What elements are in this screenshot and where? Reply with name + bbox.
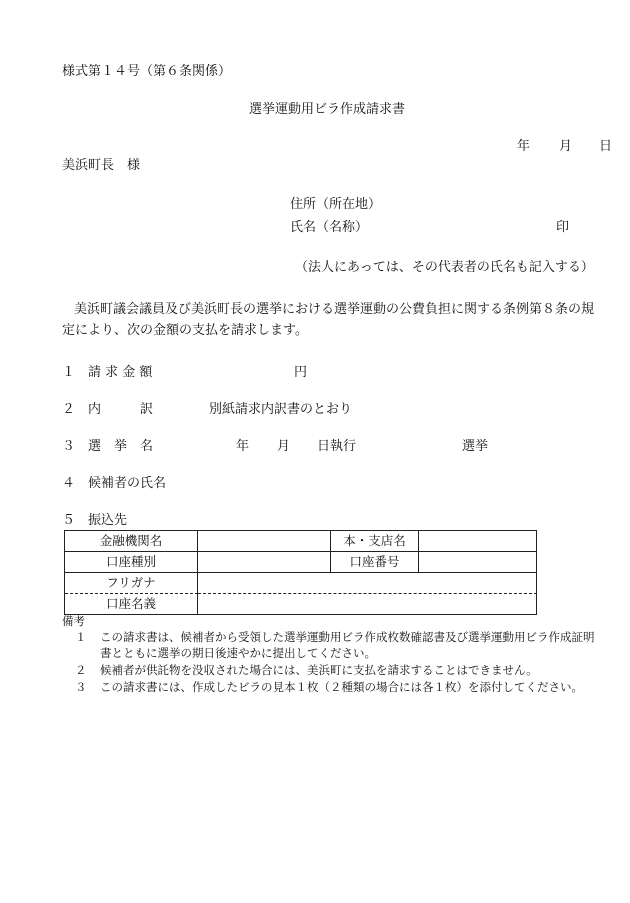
remark-3-number: ３	[75, 680, 87, 694]
table-row	[65, 573, 537, 594]
bank-name-label: 金融機関名	[65, 531, 198, 552]
election-month: 月	[277, 439, 291, 454]
item-amount-label: 請 求 金 額	[88, 365, 153, 380]
account-holder-value	[198, 594, 537, 615]
remark-1-line1: この請求書は、候補者から受領した選挙運動用ビラ作成枚数確認書及び選挙運動用ビラ作成証明	[100, 630, 595, 644]
table-row	[65, 531, 537, 552]
addressee: 美浜町長 様	[62, 158, 141, 173]
item-amount-number: １	[62, 365, 76, 380]
date-year: 年	[517, 139, 531, 154]
item-transfer-label: 振込先	[88, 513, 128, 528]
account-holder-label: 口座名義	[65, 594, 198, 615]
remarks-heading: 備考	[62, 614, 85, 628]
branch-name-value	[419, 531, 537, 552]
item-candidate-label: 候補者の氏名	[88, 476, 167, 491]
table-row	[65, 594, 537, 615]
item-election-number: ３	[62, 439, 76, 454]
corporation-note: （法人にあっては、その代表者の氏名も記入する）	[295, 260, 594, 275]
bank-transfer-table	[64, 530, 537, 615]
remark-1-number: １	[75, 630, 87, 644]
remark-2-line1: 候補者が供託物を没収された場合には、美浜町に支払を請求することはできません。	[100, 663, 538, 677]
table-row	[65, 552, 537, 573]
election-suffix: 選挙	[462, 439, 489, 454]
date-day: 日	[599, 139, 613, 154]
document-title: 選挙運動用ビラ作成請求書	[248, 102, 405, 117]
body-text-line1: 美浜町議会議員及び美浜町長の選挙における選挙運動の公費負担に関する条例第８条の規	[74, 302, 595, 317]
account-type-label: 口座種別	[65, 552, 198, 573]
item-transfer-number: ５	[62, 513, 76, 528]
account-number-value	[419, 552, 537, 573]
body-text-line2: 定により、次の金額の支払を請求します。	[62, 323, 308, 338]
remark-1-line2: 書とともに選挙の期日後速やかに提出してください。	[100, 646, 376, 660]
remark-2-number: ２	[75, 663, 87, 677]
furigana-label: フリガナ	[65, 573, 198, 594]
name-label: 氏名（名称）	[290, 220, 369, 235]
item-amount-unit: 円	[294, 365, 308, 380]
date-month: 月	[559, 139, 573, 154]
bank-name-value	[198, 531, 331, 552]
seal-mark: 印	[556, 220, 570, 235]
item-election-label: 選 挙 名	[88, 439, 154, 454]
item-breakdown-label: 内 訳	[88, 402, 154, 417]
form-number: 様式第１４号（第６条関係）	[62, 64, 232, 79]
item-breakdown-number: ２	[62, 402, 76, 417]
remark-3-line1: この請求書には、作成したビラの見本１枚（２種類の場合には各１枚）を添付してください。	[100, 680, 583, 694]
branch-name-label: 本・支店名	[331, 531, 419, 552]
furigana-value	[198, 573, 537, 594]
election-day: 日執行	[317, 439, 357, 454]
address-label: 住所（所在地）	[290, 197, 382, 212]
account-number-label: 口座番号	[331, 552, 419, 573]
item-breakdown-value: 別紙請求内訳書のとおり	[209, 402, 353, 417]
election-year: 年	[236, 439, 250, 454]
account-type-value	[198, 552, 331, 573]
item-candidate-number: ４	[62, 476, 76, 491]
